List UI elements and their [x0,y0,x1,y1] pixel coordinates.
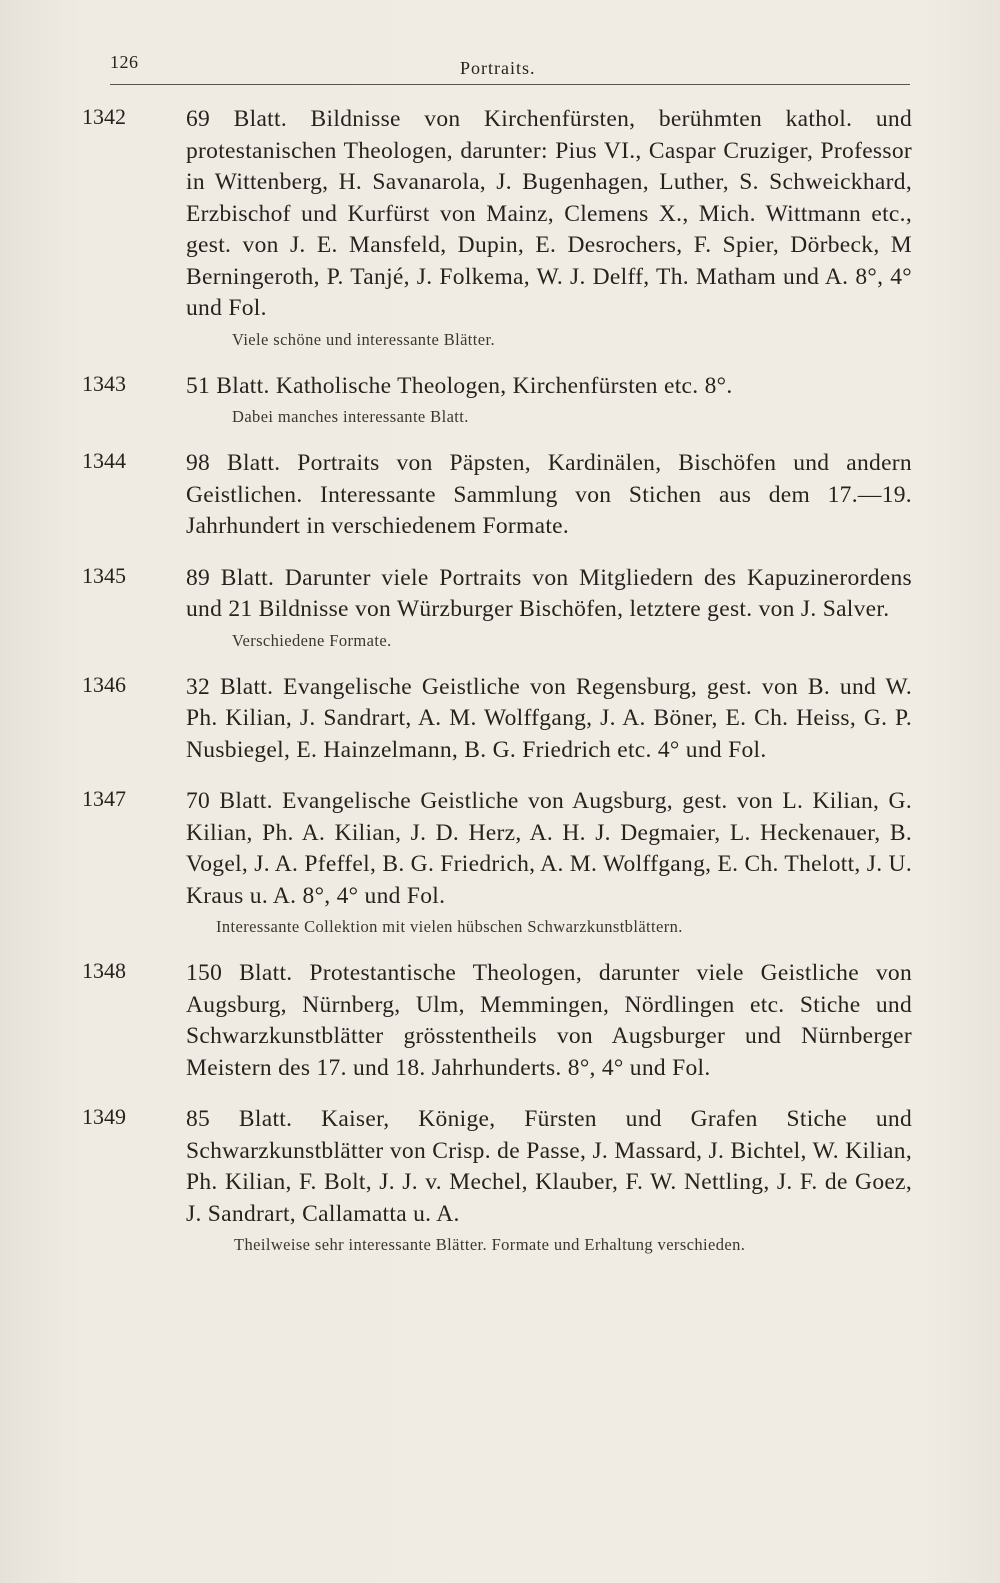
entry-description: 32 Blatt. Evangelische Geistliche von Regensburg, gest. von B. und W. Ph. Kilian, J. Sandrart, A. M. Wolffgang, J. A. Böner, E. Ch. Heiss, G. P. Nusbiegel, E. Hainzelmann, B. G. Friedrich etc. 4° und Fol. [186,673,912,763]
entry-description: 70 Blatt. Evangelische Geistliche von Augsburg, gest. von L. Kilian, G. Kilian, Ph. A. Kilian, J. D. Herz, A. H. J. Degmaier, L. Heckenauer, B. Vogel, J. A. Pfeffel, B. G. Friedrich, A. M. Wolffgang, E. Ch. Thelott, J. U. Kraus u. A. 8°, 4° und Fol. [186,788,912,909]
catalog-entry [82,563,912,652]
lot-number: 1342 [82,104,126,129]
lot-number: 1346 [82,671,126,697]
entry-description: 150 Blatt. Protestantische Theologen, darunter viele Geistliche von Augsburg, Nürnberg, Ulm, Memmingen, Nördlingen etc. Stiche und Schwarzkunstblätter grösstentheils von Augsburger und Nürnberger Meistern des 17. und 18. Jahrhunderts. 8°, 4° und Fol. [186,960,912,1081]
entry-note: Verschiedene Formate. [232,630,392,650]
page-number: 126 [110,52,139,72]
lot-number: 1343 [82,370,126,396]
catalog-entry [82,672,912,767]
header-rule [110,84,910,85]
entry-description: 85 Blatt. Kaiser, Könige, Fürsten und Grafen Stiche und Schwarzkunstblätter von Crisp. de Passe, J. Massard, J. Bichtel, W. Kilian, Ph. Kilian, F. Bolt, J. J. v. Mechel, Klauber, F. W. Nettling, J. F. de Goez, J. Sandrart, Callamatta u. A. [186,1106,912,1227]
catalog-entries [82,104,912,1276]
catalog-entry [82,958,912,1084]
page-header [110,52,910,92]
lot-number: 1348 [82,958,126,983]
entry-note: Viele schöne und interessante Blätter. [232,329,496,349]
catalog-entry [82,786,912,938]
catalog-entry [82,104,912,351]
entry-description: 51 Blatt. Katholische Theologen, Kirchenfürsten etc. 8°. [186,372,733,399]
entry-note: Theilweise sehr interessante Blätter. Formate und Erhaltung verschieden. [234,1235,746,1254]
lot-number: 1344 [82,448,126,473]
entry-description: 89 Blatt. Darunter viele Portraits von Mitgliedern des Kapuzinerordens und 21 Bildnisse von Würzburger Bischöfen, letztere gest. von J. Salver. [186,564,912,622]
entry-description: 98 Blatt. Portraits von Päpsten, Kardinälen, Bischöfen und andern Geistlichen. Interessante Sammlung von Stichen aus dem 17.—19. Jahrhundert in verschiedenem Formate. [186,450,912,539]
lot-number: 1347 [82,786,126,811]
catalog-entry [82,371,912,429]
running-head: Portraits. [460,58,536,78]
catalog-entry [82,1104,912,1256]
catalog-entry [82,448,912,543]
entry-description: 69 Blatt. Bildnisse von Kirchenfürsten, berühmten kathol. und protestanischen Theologen, darunter: Pius VI., Caspar Cruziger, Professor in Wittenberg, H. Savanarola, J. Bugenhagen, Luther, S. Schweickhard, Erzbischof und Kurfürst von Mainz, Clemens X., Mich. Wittmann etc., gest. von J. E. Mansfeld, Dupin, E. Desrochers, F. Spier, Dörbeck, M Berningeroth, P. Tanjé, J. Folkema, W. J. Delff, Th. Matham und A. 8°, 4° und Fol. [186,106,912,321]
entry-note: Interessante Collektion mit vielen hübschen Schwarzkunstblättern. [216,917,683,936]
lot-number: 1349 [82,1104,126,1129]
lot-number: 1345 [82,562,126,588]
entry-note: Dabei manches interessante Blatt. [232,407,469,426]
